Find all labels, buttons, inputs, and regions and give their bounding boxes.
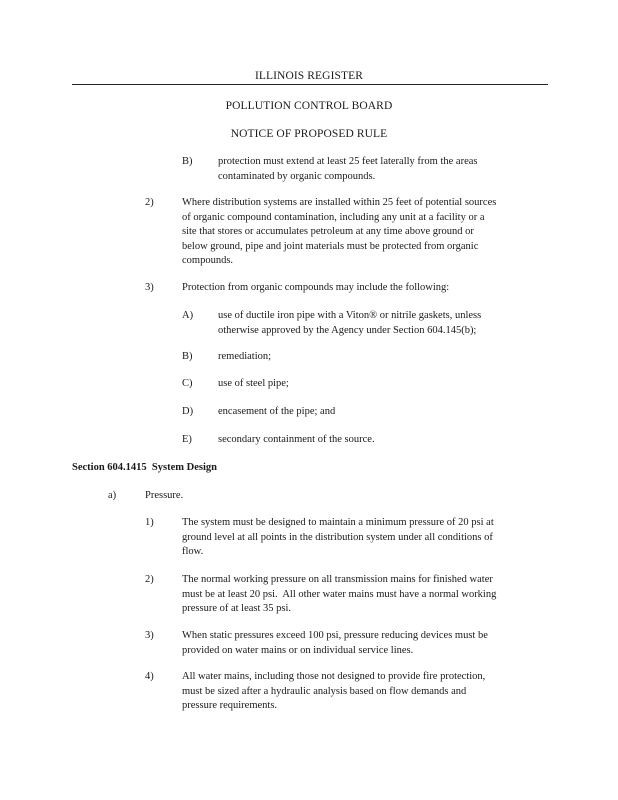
- text-line: site that stores or accumulates petroleum at any time above ground or: [182, 226, 474, 237]
- text-line: ground level at all points in the distribution system under all conditions of: [182, 531, 493, 543]
- text-line: Protection from organic compounds may include the following:: [182, 282, 450, 293]
- text-line: flow.: [182, 546, 204, 557]
- item-text: [182, 196, 496, 269]
- text-line: protection must extend at least 25 feet laterally from the areas: [218, 156, 478, 167]
- item-text: [218, 405, 335, 420]
- notice-title: NOTICE OF PROPOSED RULE: [230, 128, 388, 140]
- item-text: [182, 573, 496, 617]
- item-label: 3): [145, 282, 154, 293]
- section-number: Section 604.1415: [72, 462, 147, 473]
- subsection-title: Pressure.: [145, 490, 184, 501]
- item-text: [218, 155, 477, 184]
- text-line: pressure requirements.: [182, 700, 278, 711]
- text-line: When static pressures exceed 100 psi, pressure reducing devices must be: [182, 630, 488, 641]
- item-label: C): [182, 378, 193, 389]
- header-rule: [72, 84, 548, 85]
- item-label: 2): [145, 197, 154, 208]
- text-line: use of steel pipe;: [218, 378, 289, 389]
- text-line: secondary containment of the source.: [218, 434, 375, 445]
- text-line: must be at least 20 psi. All other water mains must have a normal working: [182, 588, 497, 600]
- text-line: The system must be designed to maintain a minimum pressure of 20 psi at: [182, 517, 494, 528]
- section-title: System Design: [151, 462, 217, 473]
- item-label: D): [182, 406, 194, 417]
- item-label: A): [182, 310, 194, 321]
- text-line: must be sized after a hydraulic analysis based on flow demands and: [182, 685, 467, 697]
- board-title: POLLUTION CONTROL BOARD: [225, 100, 393, 112]
- item-text: [218, 350, 271, 365]
- text-line: The normal working pressure on all transmission mains for finished water: [182, 574, 493, 585]
- item-text: [182, 670, 485, 714]
- text-line: of organic compound contamination, including any unit at a facility or a: [182, 211, 485, 223]
- item-label: B): [182, 351, 193, 362]
- item-label: 4): [145, 671, 154, 682]
- text-line: compounds.: [182, 255, 234, 266]
- item-text: [218, 433, 375, 448]
- text-line: pressure of at least 35 psi.: [182, 603, 292, 614]
- item-label: E): [182, 434, 192, 445]
- item-text: [182, 629, 488, 658]
- item-text: [182, 281, 449, 296]
- register-title: ILLINOIS REGISTER: [254, 70, 364, 82]
- text-line: remediation;: [218, 351, 272, 362]
- item-label: 2): [145, 574, 154, 585]
- text-line: below ground, pipe and joint materials must be protected from organic: [182, 240, 479, 252]
- item-label: B): [182, 156, 193, 167]
- item-label: 1): [145, 517, 154, 528]
- text-line: provided on water mains or on individual service lines.: [182, 644, 414, 656]
- text-line: contaminated by organic compounds.: [218, 170, 376, 182]
- section-heading: [72, 461, 217, 476]
- text-line: encasement of the pipe; and: [218, 406, 336, 417]
- text-line: use of ductile iron pipe with a Viton® or nitrile gaskets, unless: [218, 310, 482, 321]
- item-label: 3): [145, 630, 154, 641]
- text-line: All water mains, including those not designed to provide fire protection,: [182, 671, 486, 682]
- text-line: Where distribution systems are installed within 25 feet of potential sources: [182, 197, 497, 208]
- text-line: otherwise approved by the Agency under Section 604.145(b);: [218, 324, 477, 336]
- item-text: [218, 309, 481, 338]
- item-text: [182, 516, 494, 560]
- item-text: [218, 377, 289, 392]
- subsection-label: a): [108, 490, 117, 501]
